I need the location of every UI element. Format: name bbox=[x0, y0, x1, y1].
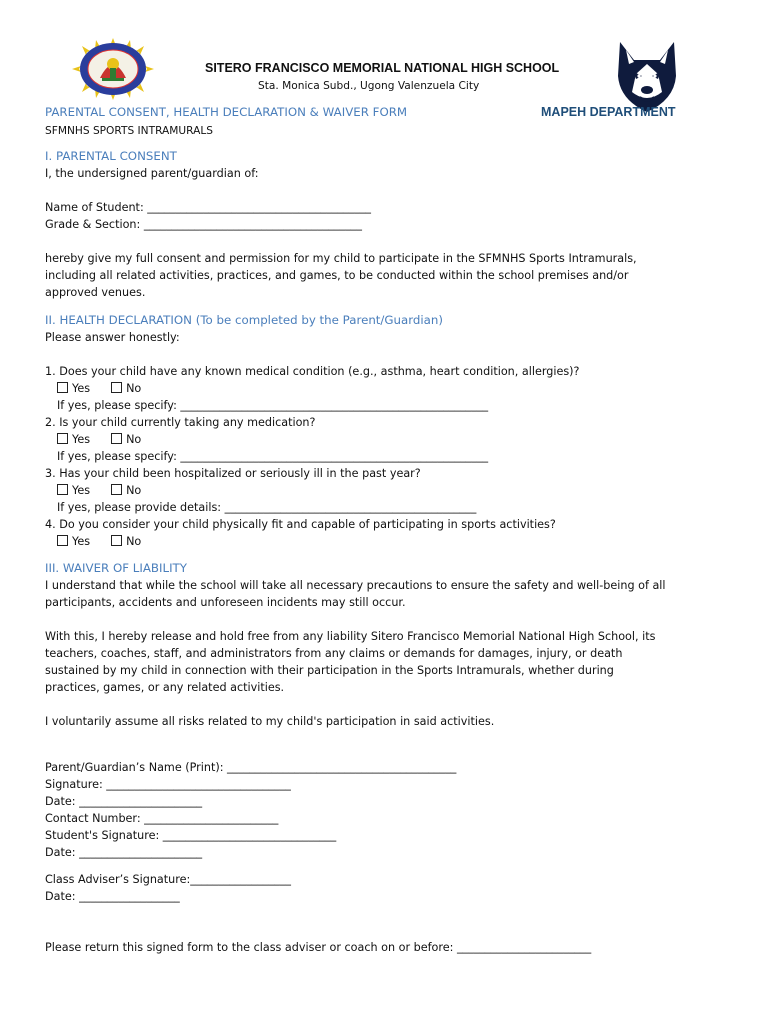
waiver-text-line: I understand that while the school will take all necessary precautions to ensure the safety and well-being of all bbox=[45, 579, 666, 592]
waiver-text-line: teachers, coaches, staff, and administrators from any claims or demands for damages, injury, or death bbox=[45, 647, 623, 660]
parent-signature-field[interactable]: Signature: _________________________________ bbox=[45, 778, 291, 791]
husky-mascot-icon bbox=[612, 40, 682, 114]
q3-yes-checkbox[interactable] bbox=[57, 484, 90, 498]
consent-intro: I, the undersigned parent/guardian of: bbox=[45, 167, 259, 180]
q3-details-field[interactable]: If yes, please provide details: _____________________________________________ bbox=[57, 501, 477, 514]
health-heading: II. HEALTH DECLARATION (To be completed by the Parent/Guardian) bbox=[45, 313, 443, 327]
student-date-field[interactable]: Date: ______________________ bbox=[45, 846, 203, 859]
checkbox-icon bbox=[57, 535, 68, 546]
parent-date-field[interactable]: Date: ______________________ bbox=[45, 795, 203, 808]
waiver-text-line: practices, games, or any related activities. bbox=[45, 681, 285, 694]
checkbox-icon bbox=[111, 484, 122, 495]
parent-name-field[interactable]: Parent/Guardian’s Name (Print): _________________________________________ bbox=[45, 761, 457, 774]
yes-label: Yes bbox=[72, 535, 91, 548]
checkbox-icon bbox=[57, 433, 68, 444]
school-address: Sta. Monica Subd., Ugong Valenzuela City bbox=[258, 80, 480, 92]
q2-specify-field[interactable]: If yes, please specify: _______________________________________________________ bbox=[57, 450, 489, 463]
q2-no-checkbox[interactable] bbox=[111, 433, 141, 447]
yes-label: Yes bbox=[72, 484, 91, 497]
consent-heading: I. PARENTAL CONSENT bbox=[45, 149, 177, 163]
health-intro: Please answer honestly: bbox=[45, 331, 180, 344]
return-note: Please return this signed form to the class adviser or coach on or before: ________________________ bbox=[45, 941, 592, 954]
checkbox-icon bbox=[111, 535, 122, 546]
adviser-date-field[interactable]: Date: __________________ bbox=[45, 890, 180, 903]
waiver-text-line: With this, I hereby release and hold free from any liability Sitero Francisco Memorial National High School, its bbox=[45, 630, 656, 643]
department-label: MAPEH DEPARTMENT bbox=[541, 105, 676, 119]
yes-label: Yes bbox=[72, 382, 91, 395]
q1-specify-field[interactable]: If yes, please specify: _______________________________________________________ bbox=[57, 399, 489, 412]
q2-yes-checkbox[interactable] bbox=[57, 433, 90, 447]
checkbox-icon bbox=[57, 382, 68, 393]
q4-options bbox=[57, 535, 162, 549]
waiver-text-line: I voluntarily assume all risks related to my child's participation in said activities. bbox=[45, 715, 495, 728]
grade-section-field[interactable]: Grade & Section: _______________________________________ bbox=[45, 218, 362, 231]
question-2: 2. Is your child currently taking any medication? bbox=[45, 416, 316, 429]
student-name-field[interactable]: Name of Student: ________________________________________ bbox=[45, 201, 372, 214]
q1-no-checkbox[interactable] bbox=[111, 382, 141, 396]
adviser-signature-field[interactable]: Class Adviser’s Signature:__________________ bbox=[45, 873, 291, 886]
q2-options bbox=[57, 433, 162, 447]
checkbox-icon bbox=[111, 382, 122, 393]
school-seal-icon bbox=[72, 38, 154, 100]
husky-mascot-logo bbox=[612, 40, 682, 114]
q3-no-checkbox[interactable] bbox=[111, 484, 141, 498]
student-signature-field[interactable]: Student's Signature: _______________________________ bbox=[45, 829, 337, 842]
event-label: SFMNHS SPORTS INTRAMURALS bbox=[45, 125, 213, 137]
no-label: No bbox=[126, 433, 142, 446]
question-3: 3. Has your child been hospitalized or seriously ill in the past year? bbox=[45, 467, 421, 480]
yes-label: Yes bbox=[72, 433, 91, 446]
no-label: No bbox=[126, 535, 142, 548]
q1-yes-checkbox[interactable] bbox=[57, 382, 90, 396]
form-title: PARENTAL CONSENT, HEALTH DECLARATION & WAIVER FORM bbox=[45, 105, 408, 119]
checkbox-icon bbox=[57, 484, 68, 495]
q4-yes-checkbox[interactable] bbox=[57, 535, 90, 549]
consent-text-line: including all related activities, practices, and games, to be conducted within the school premises and/or bbox=[45, 269, 629, 282]
school-name: SITERO FRANCISCO MEMORIAL NATIONAL HIGH SCHOOL bbox=[205, 61, 560, 75]
no-label: No bbox=[126, 382, 142, 395]
school-seal-logo bbox=[72, 38, 154, 100]
question-4: 4. Do you consider your child physically fit and capable of participating in sports activities? bbox=[45, 518, 556, 531]
consent-text-line: approved venues. bbox=[45, 286, 146, 299]
q1-options bbox=[57, 382, 162, 396]
waiver-text-line: sustained by my child in connection with their participation in the Sports Intramurals, whether during bbox=[45, 664, 614, 677]
q3-options bbox=[57, 484, 162, 498]
question-1: 1. Does your child have any known medical condition (e.g., asthma, heart condition, allergies)? bbox=[45, 365, 580, 378]
consent-text-line: hereby give my full consent and permission for my child to participate in the SFMNHS Sports Intramurals, bbox=[45, 252, 637, 265]
q4-no-checkbox[interactable] bbox=[111, 535, 141, 549]
checkbox-icon bbox=[111, 433, 122, 444]
waiver-heading: III. WAIVER OF LIABILITY bbox=[45, 561, 187, 575]
contact-number-field[interactable]: Contact Number: ________________________ bbox=[45, 812, 279, 825]
waiver-text-line: participants, accidents and unforeseen incidents may still occur. bbox=[45, 596, 406, 609]
no-label: No bbox=[126, 484, 142, 497]
